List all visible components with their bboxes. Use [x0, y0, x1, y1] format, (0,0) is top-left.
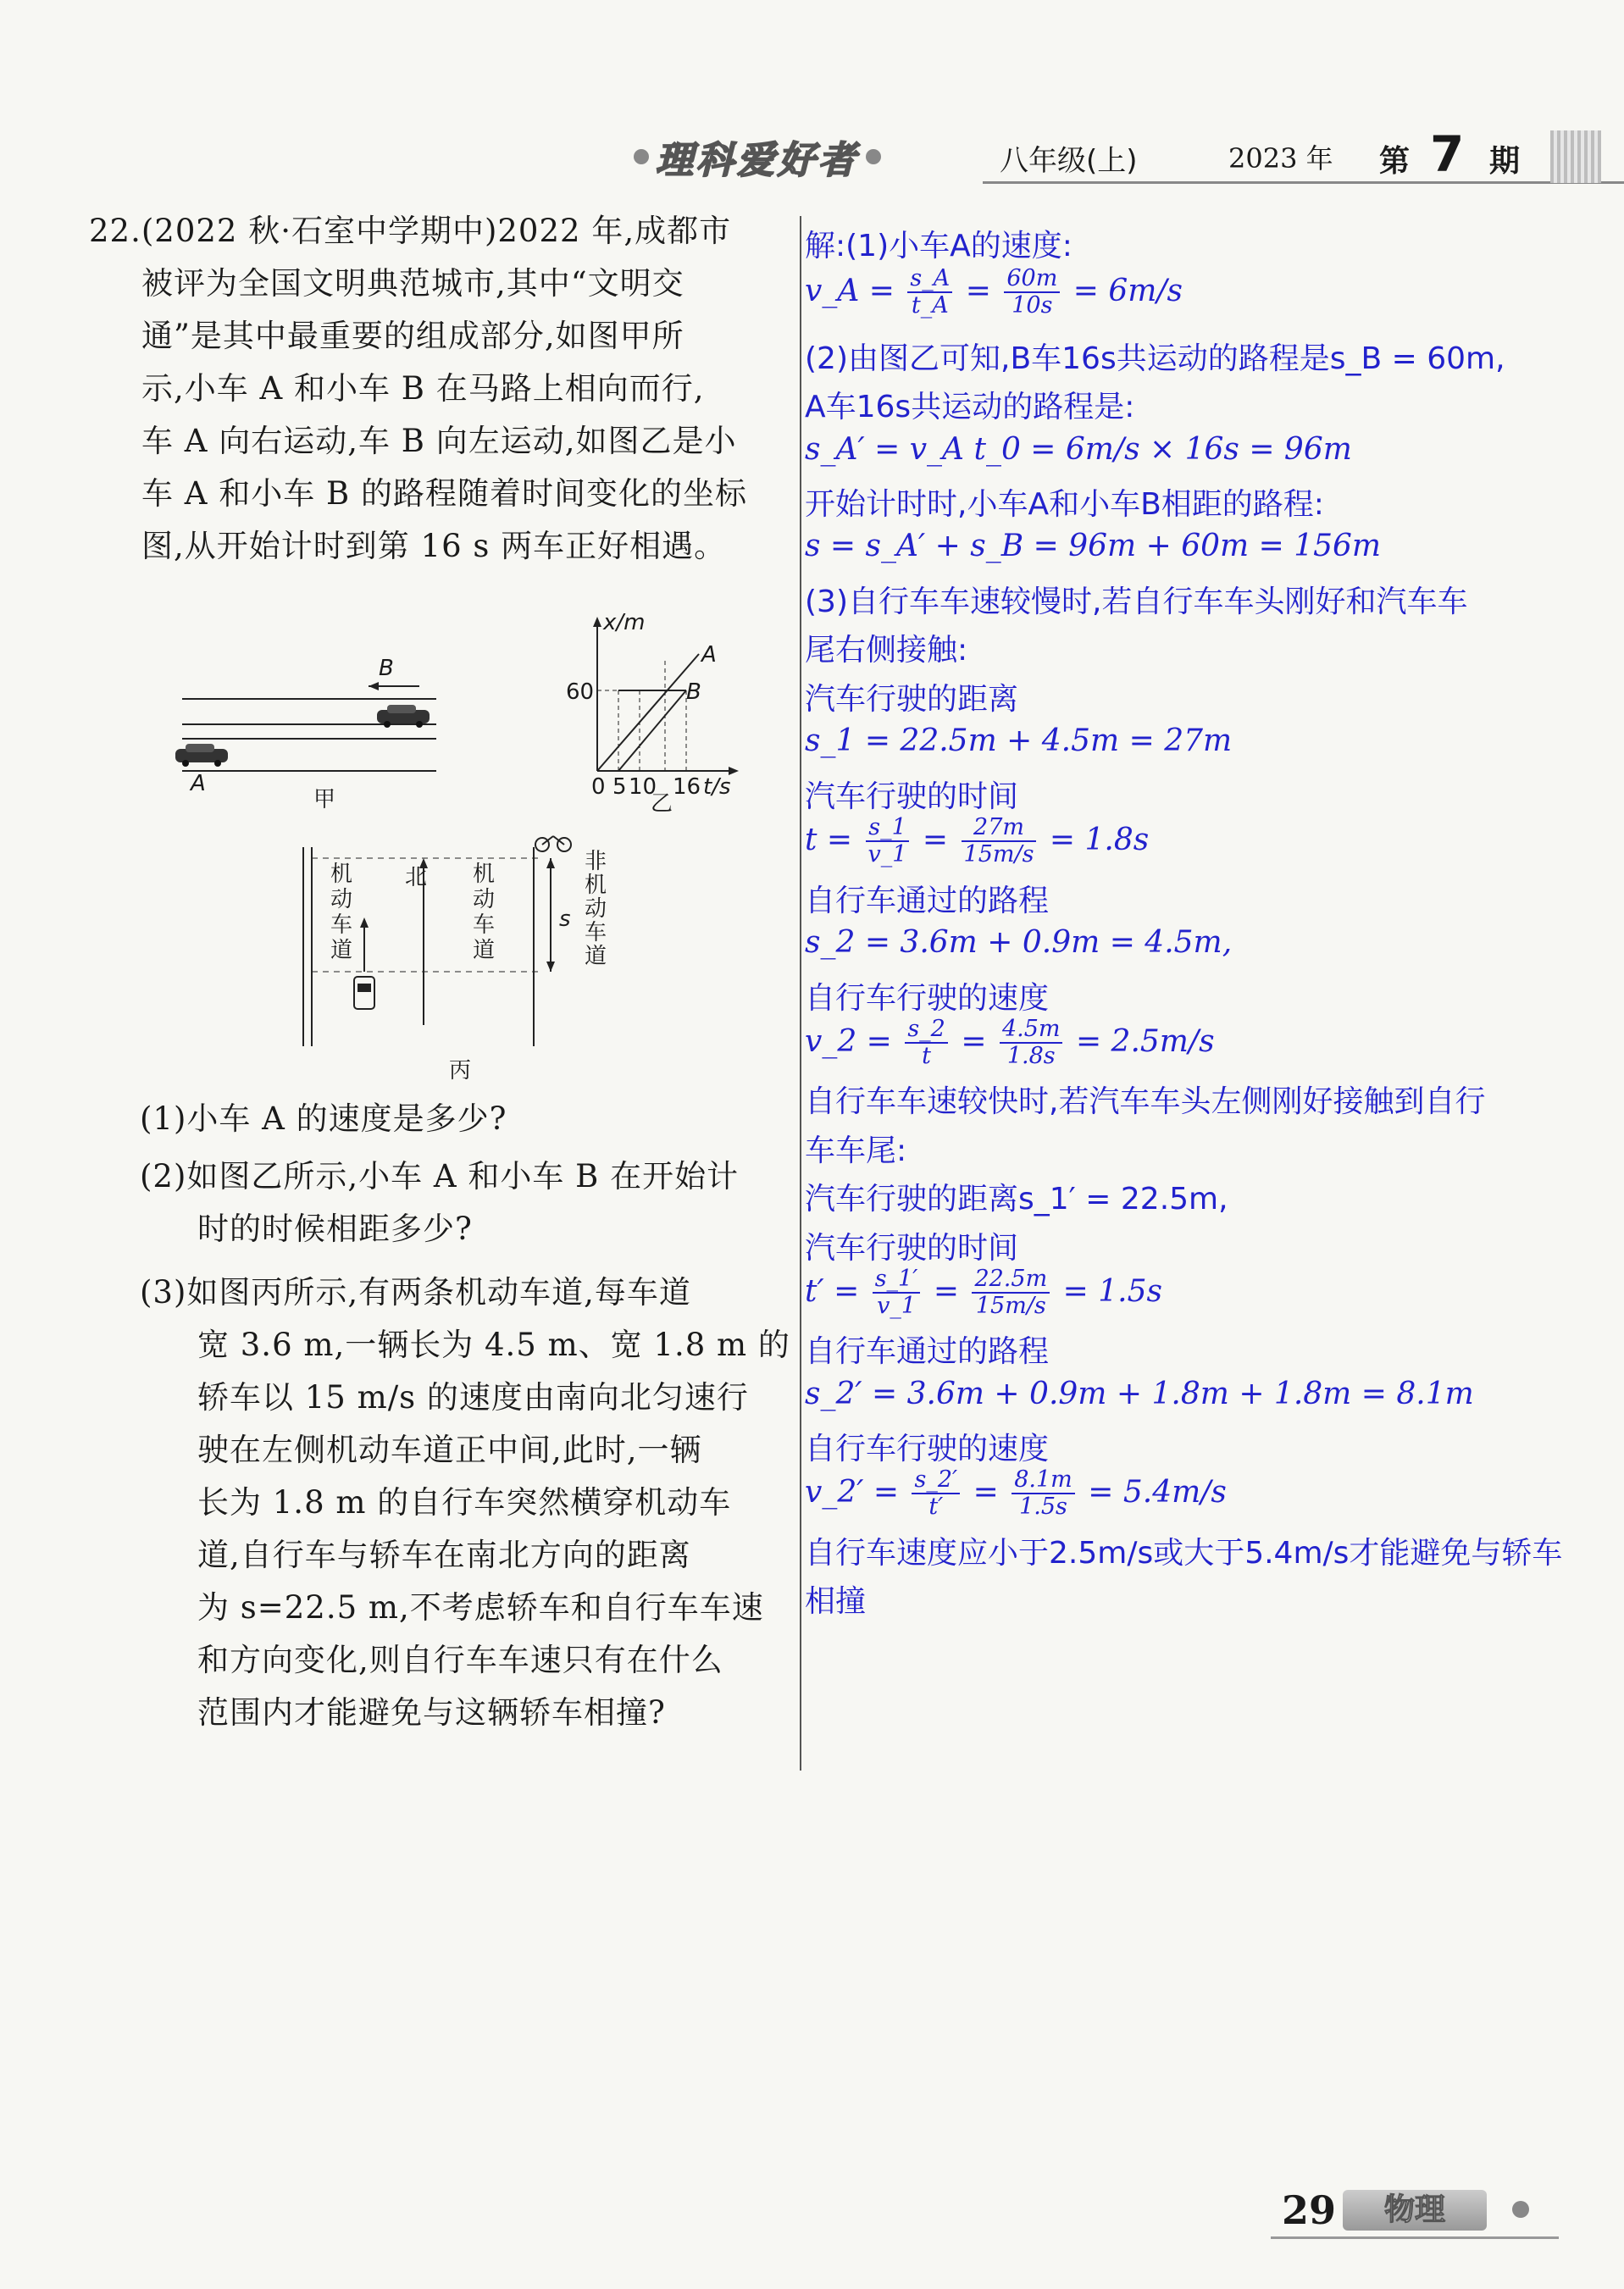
bicycle-icon	[535, 836, 571, 851]
grade-label: 八年级(上)	[1000, 144, 1138, 178]
subquestion-3-line: 为 s=22.5 m,不考虑轿车和自行车车速	[197, 1589, 764, 1626]
subquestion-3-line: 道,自行车与轿车在南北方向的距离	[197, 1537, 691, 1573]
y-axis-label: x/m	[603, 610, 646, 635]
y-tick-label: 60	[566, 679, 595, 705]
x-tick-label: 0	[591, 774, 606, 800]
figure-yi	[551, 610, 745, 817]
subquestion-3-line: 轿车以 15 m/s 的速度由南向北匀速行	[197, 1379, 749, 1416]
car-a-label: A	[191, 771, 206, 796]
x-axis-label: t/s	[703, 774, 731, 800]
road-diagram	[165, 661, 453, 805]
question-line: 车 A 向右运动,车 B 向左运动,如图乙是小	[141, 423, 737, 459]
subquestion-2-line: 时的时候相距多少?	[197, 1211, 473, 1247]
bullet-icon	[1512, 2201, 1529, 2218]
car-b-label: B	[379, 656, 394, 681]
answer-equation: t = $\frac{s\_1}{v\_1}$ = $\frac{27m}{15m/s}$ = 1.8s	[805, 814, 1150, 867]
brand-title: 理科爱好者	[656, 139, 859, 182]
answer-line: 自行车行驶的速度	[805, 981, 1050, 1016]
answer-line: 自行车速度应小于2.5m/s或大于5.4m/s才能避免与轿车	[805, 1536, 1563, 1571]
subquestion-3-line: 范围内才能避免与这辆轿车相撞?	[197, 1694, 666, 1731]
answer-line: 汽车行驶的距离s_1′ = 22.5m,	[805, 1182, 1228, 1217]
subquestion-3-line: 和方向变化,则自行车车速只有在什么	[197, 1642, 723, 1678]
answer-line: 尾右侧接触:	[805, 633, 968, 668]
line-b-label: B	[686, 679, 701, 705]
figure-caption: 甲	[313, 787, 336, 812]
answer-equation: s_1 = 22.5m + 4.5m = 27m	[805, 723, 1233, 758]
issue-prefix: 第	[1379, 144, 1411, 179]
right-lane-label: 机动车道	[473, 862, 496, 963]
distance-label: s	[559, 906, 571, 932]
question-line: 22.(2022 秋·石室中学期中)2022 年,成都市	[89, 213, 732, 249]
answer-equation: s = s_A′ + s_B = 96m + 60m = 156m	[805, 529, 1382, 563]
answer-line: 自行车车速较快时,若汽车车头左侧刚好接触到自行	[805, 1084, 1486, 1119]
x-tick-label: 10	[629, 774, 657, 800]
issue-number: 7	[1430, 125, 1465, 183]
figure-caption: 丙	[449, 1058, 472, 1084]
north-label: 北	[405, 865, 428, 890]
left-lane-label: 机动车道	[330, 862, 353, 963]
answer-line: (2)由图乙可知,B车16s共运动的路程是s_B = 60m,	[805, 341, 1505, 376]
car-a-icon	[175, 744, 228, 767]
year-label: 2023 年	[1228, 142, 1333, 175]
figure-jia	[165, 656, 453, 812]
answer-line: 开始计时时,小车A和小车B相距的路程:	[805, 487, 1324, 522]
bullet-icon	[634, 149, 649, 164]
question-line: 图,从开始计时到第 16 s 两车正好相遇。	[141, 528, 727, 564]
column-divider	[800, 216, 801, 1771]
answer-equation: v_2 = $\frac{s\_2}{t}$ = $\frac{4.5m}{1.8s}$ = 2.5m/s	[805, 1016, 1215, 1069]
subquestions-block	[140, 1093, 790, 1787]
sedan-icon	[354, 977, 374, 1009]
answer-line: 汽车行驶的时间	[805, 779, 1019, 814]
non-motor-lane-label: 非机动车道	[585, 849, 607, 969]
brand-logo	[627, 127, 949, 186]
figure-bing	[280, 826, 635, 1084]
subject-badge: 物理	[1343, 2190, 1487, 2231]
subquestion-2-line: (2)如图乙所示,小车 A 和小车 B 在开始计	[140, 1158, 740, 1194]
footer-rule	[1271, 2236, 1559, 2239]
question-line: 被评为全国文明典范城市,其中“文明交	[141, 265, 685, 302]
question-line: 示,小车 A 和小车 B 在马路上相向而行,	[141, 370, 705, 407]
x-tick-label: 5	[612, 774, 627, 800]
subquestion-3-line: 驶在左侧机动车道正中间,此时,一辆	[197, 1432, 702, 1468]
page-header	[627, 127, 1546, 186]
answer-equation: s_2′ = 3.6m + 0.9m + 1.8m + 1.8m = 8.1m	[805, 1377, 1474, 1411]
answer-line: 自行车通过的路程	[805, 1334, 1050, 1369]
figure-caption: 乙	[651, 791, 673, 817]
answer-equation: s_A′ = v_A t_0 = 6m/s × 16s = 96m	[805, 432, 1352, 467]
header-rule	[983, 181, 1624, 184]
answer-line: 解:(1)小车A的速度:	[805, 229, 1073, 263]
page-number: 29	[1282, 2187, 1337, 2233]
answer-line: A车16s共运动的路程是:	[805, 390, 1135, 424]
answer-line: 自行车行驶的速度	[805, 1432, 1050, 1466]
answer-line: 汽车行驶的距离	[805, 682, 1019, 717]
answer-line: 相撞	[805, 1584, 867, 1619]
question-line: 通”是其中最重要的组成部分,如图甲所	[141, 318, 685, 354]
subquestion-3-line: 宽 3.6 m,一辆长为 4.5 m、宽 1.8 m 的	[197, 1327, 790, 1363]
answer-line: (3)自行车车速较慢时,若自行车车头刚好和汽车车	[805, 585, 1468, 619]
answer-equation: v_2′ = $\frac{s\_2'}{t'}$ = $\frac{8.1m}{1.5s}$ = 5.4m/s	[805, 1466, 1227, 1520]
answer-equation: v_A = $\frac{s\_A}{t\_A}$ = $\frac{60m}{10s}$ = 6m/s	[805, 265, 1183, 319]
question-line: 车 A 和小车 B 的路程随着时间变化的坐标	[141, 475, 747, 512]
issue-suffix: 期	[1489, 144, 1521, 179]
bullet-icon	[866, 149, 881, 164]
subquestion-1-line: (1)小车 A 的速度是多少?	[140, 1100, 507, 1137]
subquestion-3-line: (3)如图丙所示,有两条机动车道,每车道	[140, 1274, 691, 1311]
line-a	[597, 654, 699, 771]
answer-line: 汽车行驶的时间	[805, 1231, 1019, 1266]
line-b	[618, 690, 686, 771]
line-a-label: A	[701, 642, 717, 668]
x-tick-label: 16	[673, 774, 701, 800]
answer-equation: t′ = $\frac{s\_1'}{v\_1}$ = $\frac{22.5m}{15m/s}$ = 1.5s	[805, 1266, 1162, 1319]
subquestion-3-line: 长为 1.8 m 的自行车突然横穿机动车	[197, 1484, 732, 1521]
answer-line: 车车尾:	[805, 1133, 907, 1168]
header-stripe-decoration	[1550, 130, 1601, 183]
answer-line: 自行车通过的路程	[805, 884, 1050, 918]
answer-equation: s_2 = 3.6m + 0.9m = 4.5m,	[805, 925, 1233, 960]
